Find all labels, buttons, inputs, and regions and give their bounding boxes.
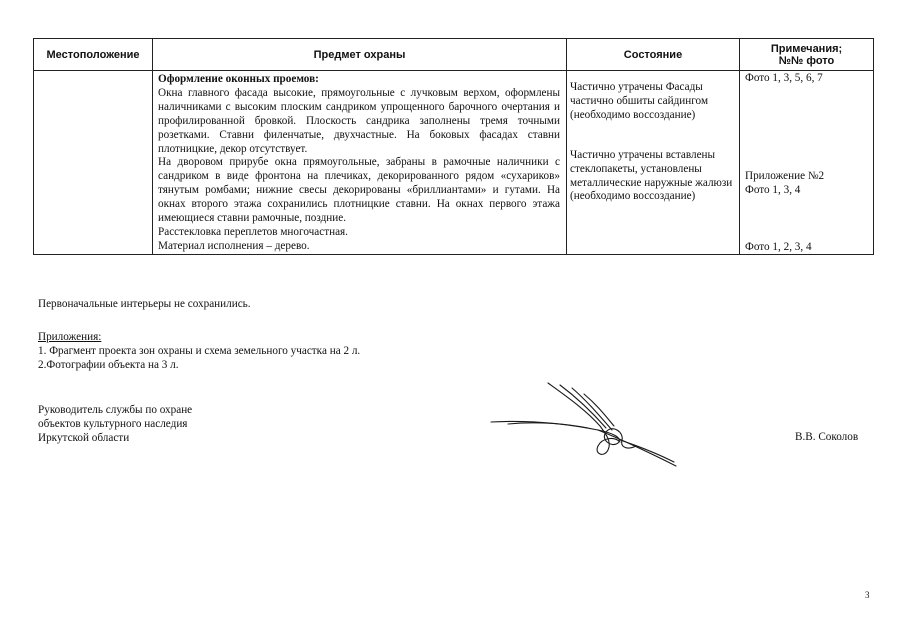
subject-paragraph-3: Расстекловка переплетов многочастная. — [158, 225, 348, 238]
header-notes — [740, 39, 874, 71]
header-subject: Предмет охраны — [153, 39, 567, 71]
cell-subject — [153, 71, 567, 255]
note-2-line1: Приложение №2 — [745, 170, 825, 182]
header-notes-line1: Примечания; — [770, 42, 843, 55]
cell-location — [34, 71, 153, 255]
signer-position-line1: Руководитель службы по охране — [38, 404, 193, 416]
subject-paragraph-4: Материал исполнения – дерево. — [158, 239, 310, 252]
header-location: Местоположение — [34, 39, 153, 71]
header-notes-line2: №№ фото — [778, 54, 835, 67]
protection-table — [33, 38, 874, 255]
table-header-row — [34, 39, 874, 71]
note-2 — [745, 170, 824, 198]
page-number: 3 — [865, 590, 870, 600]
subject-paragraph-2: На дворовом прирубе окна прямоугольные, забраны в рамочные наличники с сандриком в виде фронтона на плечиках, декорированного рядом «сухариков» тянутым ромбами; нижние свесы декорированы «бриллиантами» и гутами. На окнах второго этажа сохранились плотницкие ставни. На окнах первого этажа имеющиеся ставни рамочные, поздние. — [158, 156, 560, 225]
signer-name: В.В. Соколов — [795, 431, 859, 443]
note-1: Фото 1, 3, 5, 6, 7 — [745, 72, 823, 84]
subject-paragraph-1: Окна главного фасада высокие, прямоугольные с лучковым верхом, оформлены наличниками с высоким плоским сандриком упрощенного барочного очертания и профилированной бровкой. Плоскость сандрика заполнены тремя точными розетками. Ставни филенчатые, двухчастные. На боковых фасадах ставни плотницкие, декор отсутствует. — [158, 86, 560, 155]
note-2-line2: Фото 1, 3, 4 — [745, 183, 801, 196]
cell-notes — [740, 71, 874, 255]
subject-heading: Оформление оконных проемов: — [158, 73, 319, 85]
appendix-item-1: 1. Фрагмент проекта зон охраны и схема земельного участка на 2 л. — [38, 345, 361, 357]
signer-position-line3: Иркутской области — [38, 432, 130, 444]
table-row — [34, 71, 874, 255]
handwritten-signature — [488, 380, 683, 470]
signer-position-line2: объектов культурного наследия — [38, 418, 188, 430]
state-text-1: Частично утрачены Фасады частично обшиты сайдингом (необходимо воссоздание) — [570, 81, 709, 121]
appendix-item-2: 2.Фотографии объекта на 3 л. — [38, 359, 179, 371]
cell-state — [567, 71, 740, 255]
header-state: Состояние — [567, 39, 740, 71]
interiors-note: Первоначальные интерьеры не сохранились. — [38, 298, 251, 310]
appendix-title: Приложения: — [38, 331, 102, 343]
state-text-2: Частично утрачены вставлены стеклопакеты, установлены металлические наружные жалюзи (необходимо воссоздание) — [570, 148, 733, 203]
note-3: Фото 1, 2, 3, 4 — [745, 241, 812, 253]
